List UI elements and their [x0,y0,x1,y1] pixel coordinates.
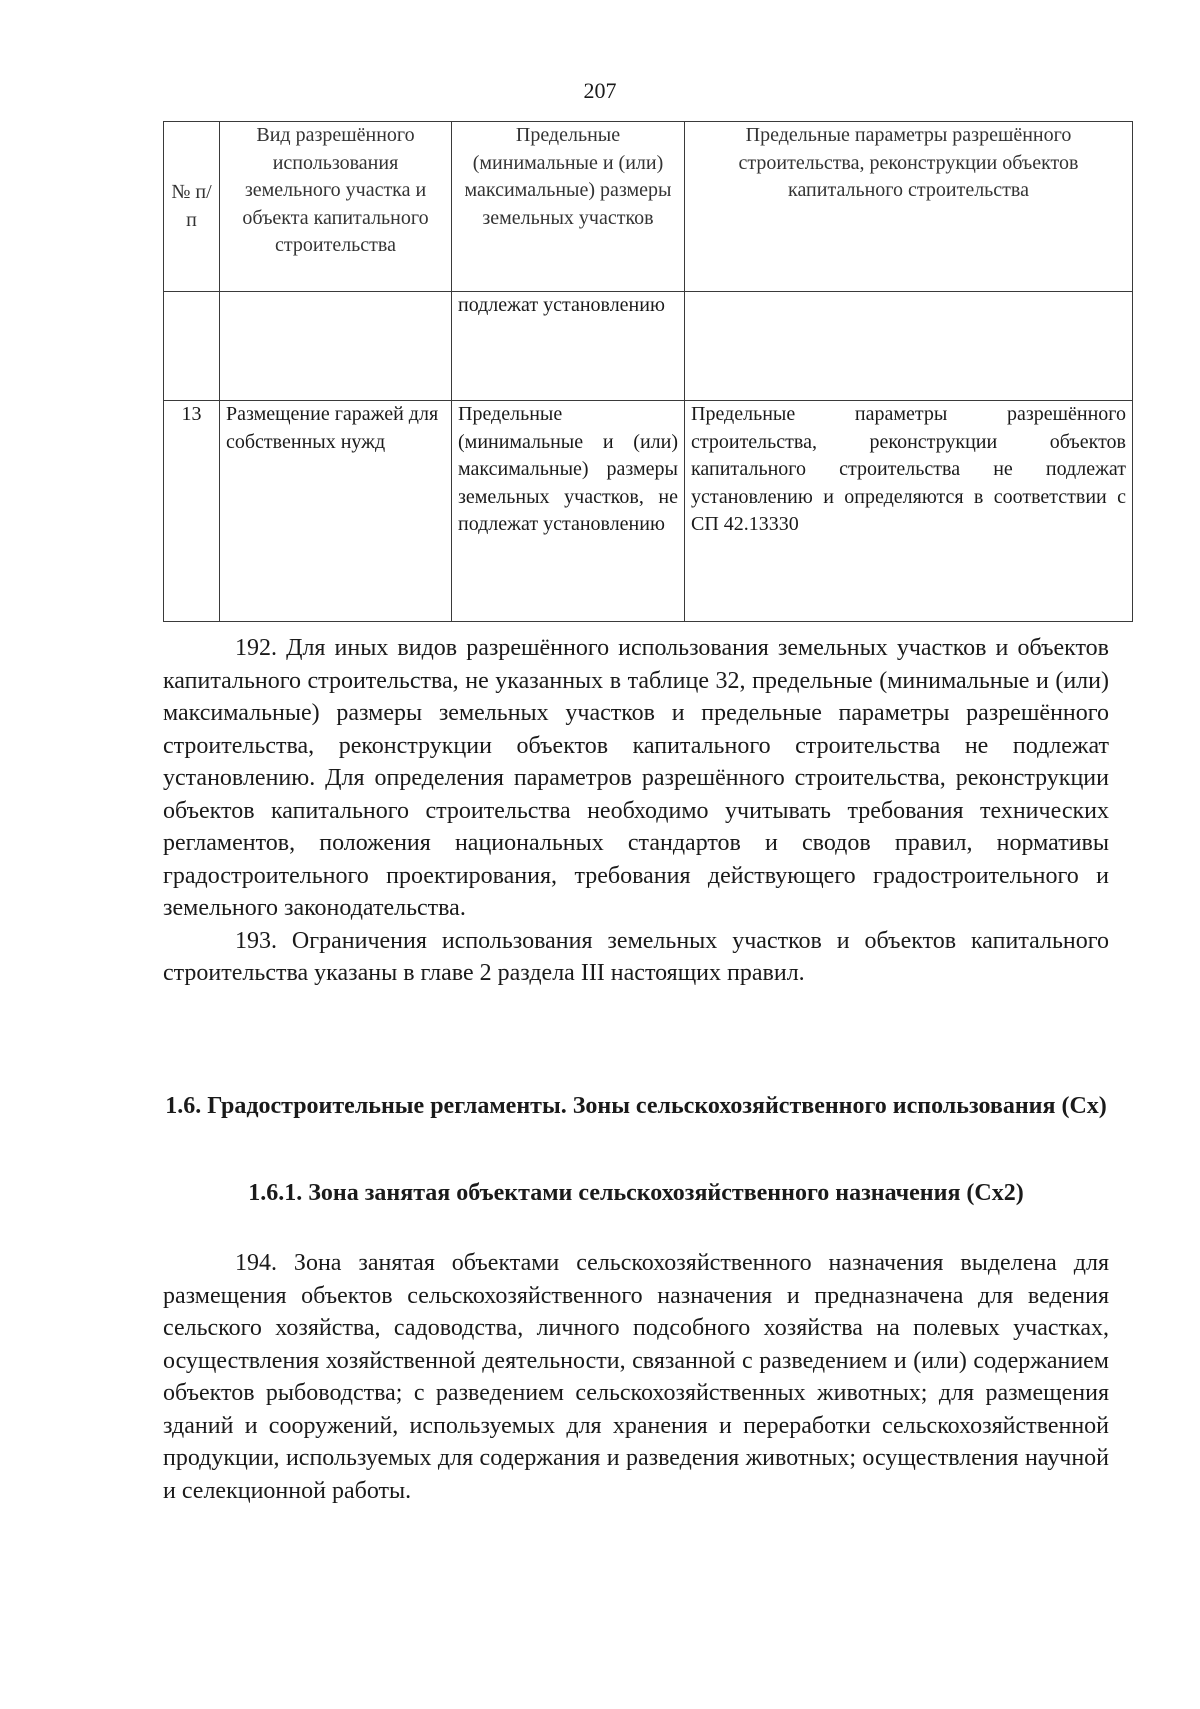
cell-use-type [220,292,452,401]
regulations-table [163,121,1133,622]
header-plot-sizes: Предельные (минимальные и (или) максимальные) размеры земельных участков [452,122,685,292]
header-use-type: Вид разрешённого использования земельного участка и объекта капитального строительства [220,122,452,292]
cell-build-params: Предельные параметры разрешённого строительства, реконструкции объектов капитального строительства не подлежат установлению и определяются в соответствии с СП 42.13330 [685,401,1133,622]
cell-build-params [685,292,1133,401]
cell-num: 13 [164,401,220,622]
section-heading-1-6-1: 1.6.1. Зона занятая объектами сельскохозяйственного назначения (Сх2) [248,1180,1024,1206]
cell-use-type: Размещение гаражей для собственных нужд [220,401,452,622]
paragraph-192: 192. Для иных видов разрешённого использования земельных участков и объектов капитального строительства, не указанных в таблице 32, предельные (минимальные и (или) максимальные) размеры земельных участков и предельные параметры разрешённого строительства, реконструкции объектов капитального строительства не подлежат установлению. Для определения параметров разрешённого строительства, реконструкции объектов капитального строительства необходимо учитывать требования технических регламентов, положения национальных стандартов и сводов правил, нормативы градостроительного проектирования, требования действующего градостроительного и земельного законодательства. [163,635,1109,921]
page-number: 207 [583,78,617,103]
table-row [164,292,1133,401]
paragraph-194: 194. Зона занятая объектами сельскохозяйственного назначения выделена для размещения объектов сельскохозяйственного назначения и предназначена для ведения сельского хозяйства, садоводства, личного подсобного хозяйства на полевых участках, осуществления хозяйственной деятельности, связанной с разведением и (или) содержанием объектов рыбоводства; с разведением сельскохозяйственных животных; для размещения зданий и сооружений, используемых для хранения и переработки сельскохозяйственной продукции, используемых для содержания и разведения животных; осуществления научной и селекционной работы. [163,1250,1109,1504]
header-num: № п/п [164,122,220,292]
cell-num [164,292,220,401]
paragraph-193: 193. Ограничения использования земельных участков и объектов капитального строительства указаны в главе 2 раздела III настоящих правил. [163,927,1109,986]
table-row [164,401,1133,622]
cell-plot-sizes: Предельные (минимальные и (или) максимальные) размеры земельных участков, не подлежат установлению [452,401,685,622]
section-heading-1-6: 1.6. Градостроительные регламенты. Зоны сельскохозяйственного использования (Сх) [165,1093,1107,1119]
header-build-params: Предельные параметры разрешённого строительства, реконструкции объектов капитального строительства [685,122,1133,292]
table-header-row [164,122,1133,292]
paragraph-group-192-193 [163,632,1109,990]
paragraph-group-194 [163,1247,1109,1507]
cell-plot-sizes: подлежат установлению [452,292,685,401]
